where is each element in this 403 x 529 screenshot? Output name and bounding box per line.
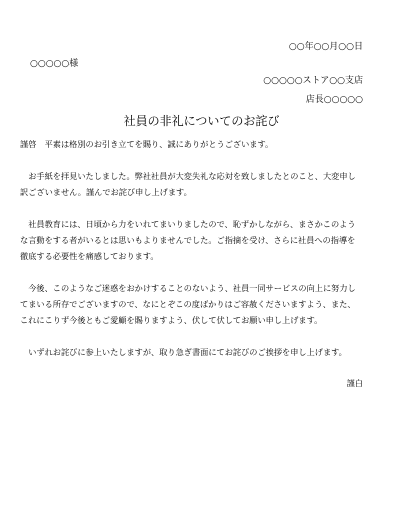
paragraph-apology-line-2: 訳ございません。謹んでお詫び申し上げます。 (20, 187, 192, 197)
sender-manager: 店長○○○○○ (305, 95, 363, 105)
letter-body (20, 136, 360, 360)
paragraph-visit-line-1: いずれお詫びに参上いたしますが、取り急ぎ書面にてお詫びのご挨拶を申し上げます。 (28, 347, 347, 357)
paragraph-training-line-3: 徹底する必要性を痛感しております。 (20, 251, 159, 261)
letter-title: 社員の非礼についてのお詫び (123, 114, 280, 128)
paragraph-training-line-2: な言動をする者がいるとは思いもよりませんでした。ご指摘を受け、さらに社員への指導を (20, 235, 356, 245)
paragraph-future-line-2: てまいる所存でございますので、なにとぞこの度ばかりはご容赦くださいますよう、また、 (20, 299, 356, 309)
sender-store: ○○○○○ストア○○支店 (263, 76, 363, 86)
letter-date: ○○年○○月○○日 (288, 42, 363, 52)
recipient-name: ○○○○○様 (30, 59, 79, 69)
opening-line: 謹啓 平素は格別のお引き立てを賜り、誠にありがとうございます。 (20, 139, 274, 149)
paragraph-training-line-1: 社員教育には、日頃から力をいれてまいりましたので、恥ずかしながら、まさかこのよう (28, 219, 356, 229)
paragraph-apology-line-1: お手紙を拝見いたしました。弊社社員が大変失礼な応対を致しましたとのこと、大変申し (28, 171, 356, 181)
paragraph-future-line-1: 今後、このようなご迷惑をおかけすることのないよう、社員一同サービスの向上に努力し (28, 283, 356, 293)
paragraph-future-line-3: これにこりず今後ともご愛顧を賜りますよう、伏して伏してお願い申し上げます。 (20, 315, 323, 325)
closing-word: 謹白 (346, 378, 363, 388)
